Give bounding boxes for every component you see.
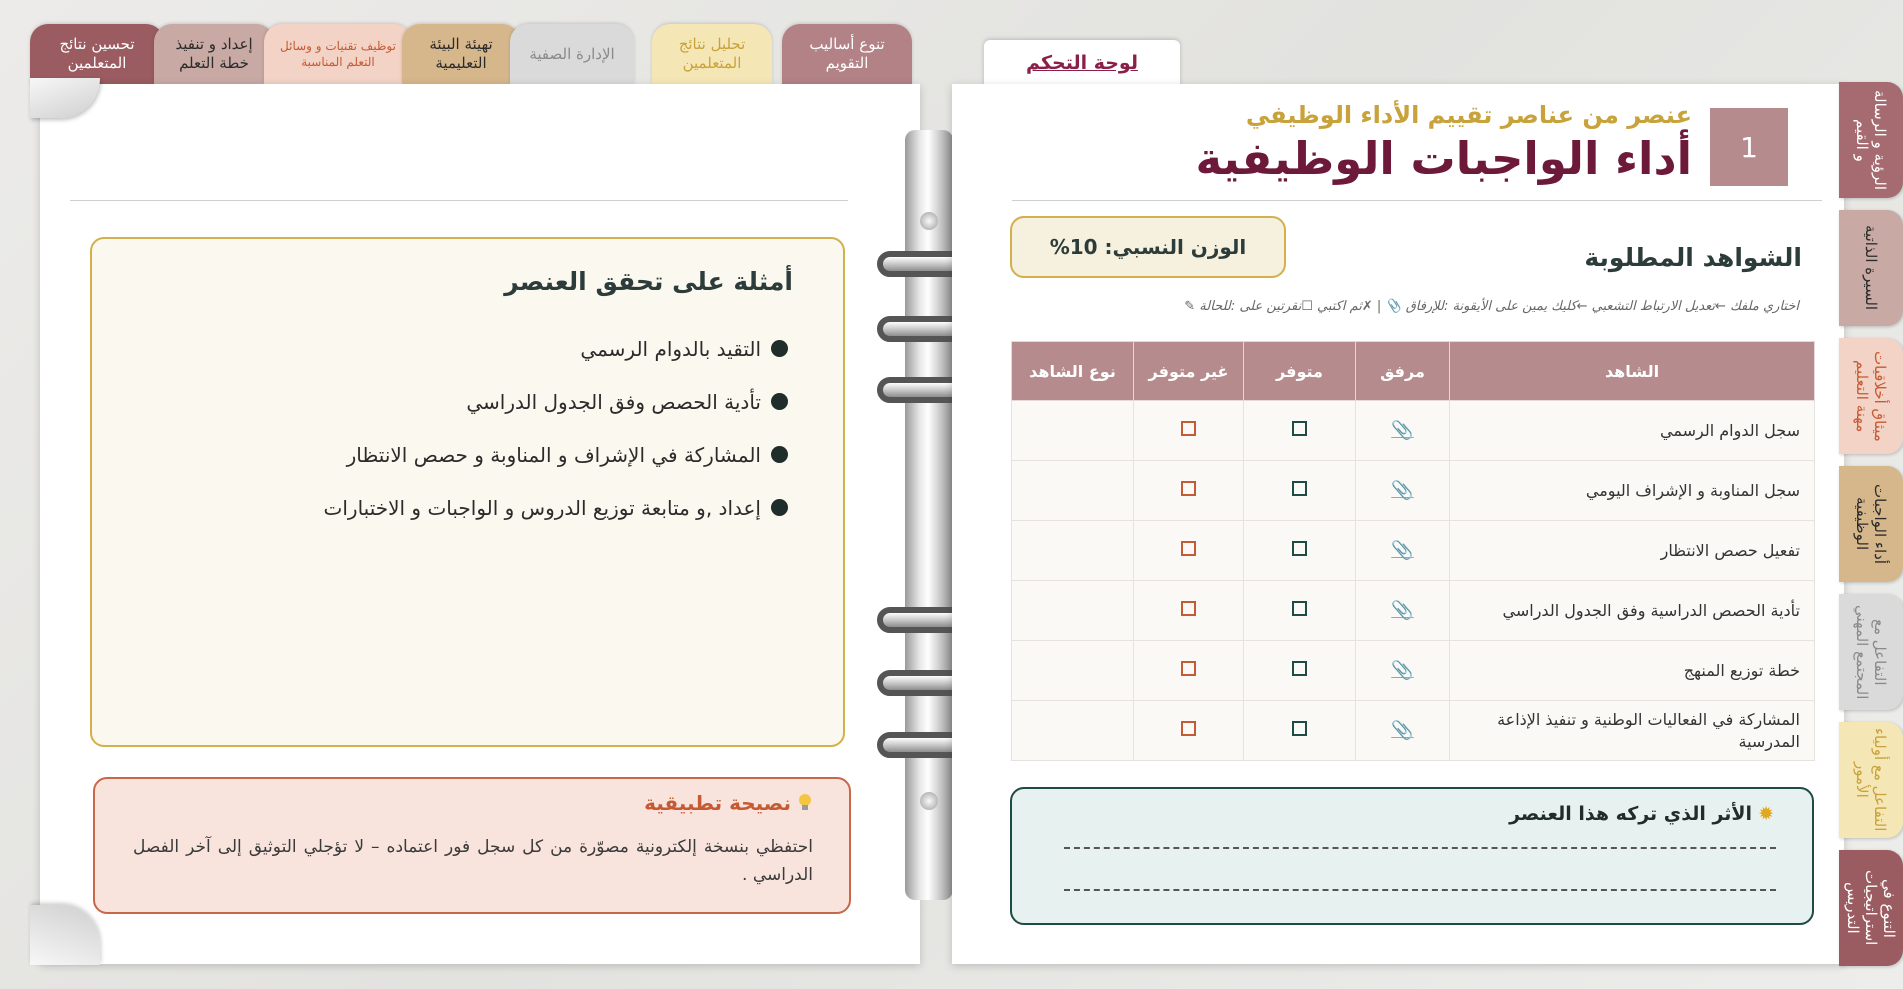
available-cell: [1244, 521, 1356, 581]
example-text: إعداد ,و متابعة توزيع الدروس و الواجبات و الاختبارات: [323, 496, 761, 520]
list-item: [324, 387, 788, 440]
dashboard-link[interactable]: لوحة التحكم: [1026, 52, 1138, 74]
evidence-table: [1011, 341, 1815, 761]
example-text: تأدية الحصص وفق الجدول الدراسي: [466, 390, 761, 414]
side-tab-parents[interactable]: [1839, 722, 1903, 838]
bullet-icon: [771, 393, 788, 410]
available-cell: [1244, 701, 1356, 761]
list-item: [324, 493, 788, 546]
example-text: المشاركة في الإشراف و المناوبة و حصص الانتظار: [346, 443, 761, 467]
unavailable-cell: [1134, 401, 1244, 461]
instructions-text: اختاري ملفك ←تعديل الارتباط التشعبي ←كليك يمين على الأيقونة :للإرفاق 📎 | ✗ثم اكتبي ☐نقرتين على :للحالة ✎: [1184, 299, 1799, 314]
paperclip-icon[interactable]: 📎: [1391, 720, 1414, 741]
side-tab-label: الرؤية و الرسالة و القيم: [1853, 89, 1889, 191]
table-row: [1012, 641, 1815, 701]
evidence-name: المشاركة في الفعاليات الوطنية و تنفيذ الإذاعة المدرسية: [1450, 701, 1815, 761]
top-tab-label: إعداد و تنفيذ خطة التعلم: [175, 35, 253, 72]
available-cell: [1244, 401, 1356, 461]
top-tab-label: الإدارة الصفية: [529, 44, 615, 63]
side-tab-label: أداء الواجبات الوظيفية: [1853, 484, 1889, 564]
paperclip-icon[interactable]: 📎: [1391, 420, 1414, 441]
available-cell: [1244, 641, 1356, 701]
available-checkbox[interactable]: [1292, 481, 1307, 496]
impact-write-line[interactable]: [1064, 889, 1776, 891]
side-tab-label: التفاعل مع المجتمع المهني: [1853, 604, 1889, 700]
divider: [70, 200, 848, 201]
tip-title-text: نصيحة تطبيقية: [644, 791, 791, 815]
side-tab-cv[interactable]: [1839, 210, 1903, 326]
attach-cell: [1356, 401, 1450, 461]
bullet-icon: [771, 340, 788, 357]
list-item: [324, 334, 788, 387]
evidence-type[interactable]: [1012, 581, 1134, 641]
evidence-type[interactable]: [1012, 521, 1134, 581]
available-checkbox[interactable]: [1292, 661, 1307, 676]
impact-panel: [1010, 787, 1814, 925]
paperclip-icon[interactable]: 📎: [1391, 480, 1414, 501]
table-row: [1012, 461, 1815, 521]
available-checkbox[interactable]: [1292, 421, 1307, 436]
attach-cell: [1356, 641, 1450, 701]
evidence-type[interactable]: [1012, 641, 1134, 701]
evidence-name: سجل الدوام الرسمي: [1450, 401, 1815, 461]
table-row: [1012, 581, 1815, 641]
example-text: التقيد بالدوام الرسمي: [580, 337, 761, 361]
evidence-name: سجل المناوبة و الإشراف اليومي: [1450, 461, 1815, 521]
unavailable-cell: [1134, 641, 1244, 701]
weight-label: الوزن النسبي: 10%: [1049, 235, 1247, 259]
attach-cell: [1356, 461, 1450, 521]
side-tab-label: السيرة الذاتية: [1862, 225, 1880, 311]
examples-title: أمثلة على تحقق العنصر: [504, 267, 793, 296]
top-tab-assessment-methods[interactable]: [782, 24, 912, 84]
side-tab-duties[interactable]: [1839, 466, 1903, 582]
column-header: متوفر: [1244, 342, 1356, 401]
top-tab-label: تحليل نتائج المتعلمين: [678, 35, 746, 72]
evidence-type[interactable]: [1012, 401, 1134, 461]
side-tab-professional-community[interactable]: [1839, 594, 1903, 710]
evidence-name: تفعيل حصص الانتظار: [1450, 521, 1815, 581]
column-header: مرفق: [1356, 342, 1450, 401]
impact-title: [1509, 803, 1774, 825]
dashboard-tab[interactable]: [984, 40, 1180, 86]
evidence-name: تأدية الحصص الدراسية وفق الجدول الدراسي: [1450, 581, 1815, 641]
side-tab-label: ميثاق أخلاقيات مهنة التعليم: [1853, 350, 1889, 442]
top-tab-learning-environment[interactable]: [402, 24, 520, 84]
tip-text: احتفظي بنسخة إلكترونية مصوّرة من كل سجل فور اعتماده – لا تؤجلي التوثيق إلى آخر الفصل الدراسي .: [133, 837, 813, 885]
examples-panel: [90, 237, 845, 747]
top-tab-label: تهيئة البيئة التعليمية: [429, 35, 493, 72]
attach-cell: [1356, 581, 1450, 641]
weight-badge: [1010, 216, 1286, 278]
evidence-type[interactable]: [1012, 461, 1134, 521]
paperclip-icon[interactable]: 📎: [1391, 660, 1414, 681]
available-cell: [1244, 461, 1356, 521]
available-checkbox[interactable]: [1292, 721, 1307, 736]
impact-write-line[interactable]: [1064, 847, 1776, 849]
evidence-name: خطة توزيع المنهج: [1450, 641, 1815, 701]
attach-cell: [1356, 701, 1450, 761]
side-tab-label: التفاعل مع أولياء الأمور: [1853, 728, 1889, 832]
table-row: [1012, 521, 1815, 581]
unavailable-cell: [1134, 461, 1244, 521]
table-row: [1012, 701, 1815, 761]
top-tab-analyze-results[interactable]: [652, 24, 772, 84]
unavailable-checkbox[interactable]: [1181, 421, 1196, 436]
available-cell: [1244, 581, 1356, 641]
side-tab-ethics[interactable]: [1839, 338, 1903, 454]
table-row: [1012, 401, 1815, 461]
tip-title: [644, 791, 813, 815]
binder-rivet: [920, 212, 938, 230]
top-tab-bar: [30, 24, 912, 84]
top-tab-label: تنوع أساليب التقويم: [809, 35, 885, 72]
paperclip-icon[interactable]: 📎: [1391, 540, 1414, 561]
element-subtitle: عنصر من عناصر تقييم الأداء الوظيفي: [1245, 101, 1692, 129]
side-tab-vision[interactable]: [1839, 82, 1903, 198]
top-tab-label: تحسين نتائج المتعلمين: [59, 35, 135, 72]
evidence-type[interactable]: [1012, 701, 1134, 761]
column-header: الشاهد: [1450, 342, 1815, 401]
top-tab-learning-plan[interactable]: [154, 24, 274, 84]
divider: [1012, 200, 1822, 201]
unavailable-checkbox[interactable]: [1181, 481, 1196, 496]
unavailable-cell: [1134, 581, 1244, 641]
unavailable-cell: [1134, 701, 1244, 761]
binder-rivet: [920, 792, 938, 810]
list-item: [324, 440, 788, 493]
top-tab-label: توظيف تقنيات و وسائل التعلم المناسبة: [280, 39, 396, 69]
top-tab-improve-results[interactable]: [30, 24, 164, 84]
lightbulb-icon: [797, 793, 813, 813]
side-tab-strategies[interactable]: [1839, 850, 1903, 966]
sun-icon: ✹: [1758, 803, 1774, 825]
page-title: أداء الواجبات الوظيفية: [1195, 132, 1692, 185]
paperclip-icon[interactable]: 📎: [1391, 600, 1414, 621]
available-checkbox[interactable]: [1292, 601, 1307, 616]
column-header: نوع الشاهد: [1012, 342, 1134, 401]
side-tab-label: التنوع في استراتيجيات التدريس: [1844, 870, 1898, 946]
evidence-heading: الشواهد المطلوبة: [1584, 243, 1802, 272]
impact-title-text: الأثر الذي تركه هذا العنصر: [1509, 803, 1753, 825]
column-header: غير متوفر: [1134, 342, 1244, 401]
top-tab-learning-tech[interactable]: [264, 24, 412, 84]
unavailable-checkbox[interactable]: [1181, 661, 1196, 676]
unavailable-checkbox[interactable]: [1181, 721, 1196, 736]
bullet-icon: [771, 499, 788, 516]
element-number: 1: [1710, 108, 1788, 186]
available-checkbox[interactable]: [1292, 541, 1307, 556]
unavailable-cell: [1134, 521, 1244, 581]
unavailable-checkbox[interactable]: [1181, 541, 1196, 556]
attach-cell: [1356, 521, 1450, 581]
examples-list: [324, 334, 788, 546]
unavailable-checkbox[interactable]: [1181, 601, 1196, 616]
binder-spine: [905, 130, 953, 900]
table-header-row: [1012, 342, 1815, 401]
top-tab-classroom-management[interactable]: [510, 24, 634, 84]
bullet-icon: [771, 446, 788, 463]
tip-panel: [93, 777, 851, 914]
